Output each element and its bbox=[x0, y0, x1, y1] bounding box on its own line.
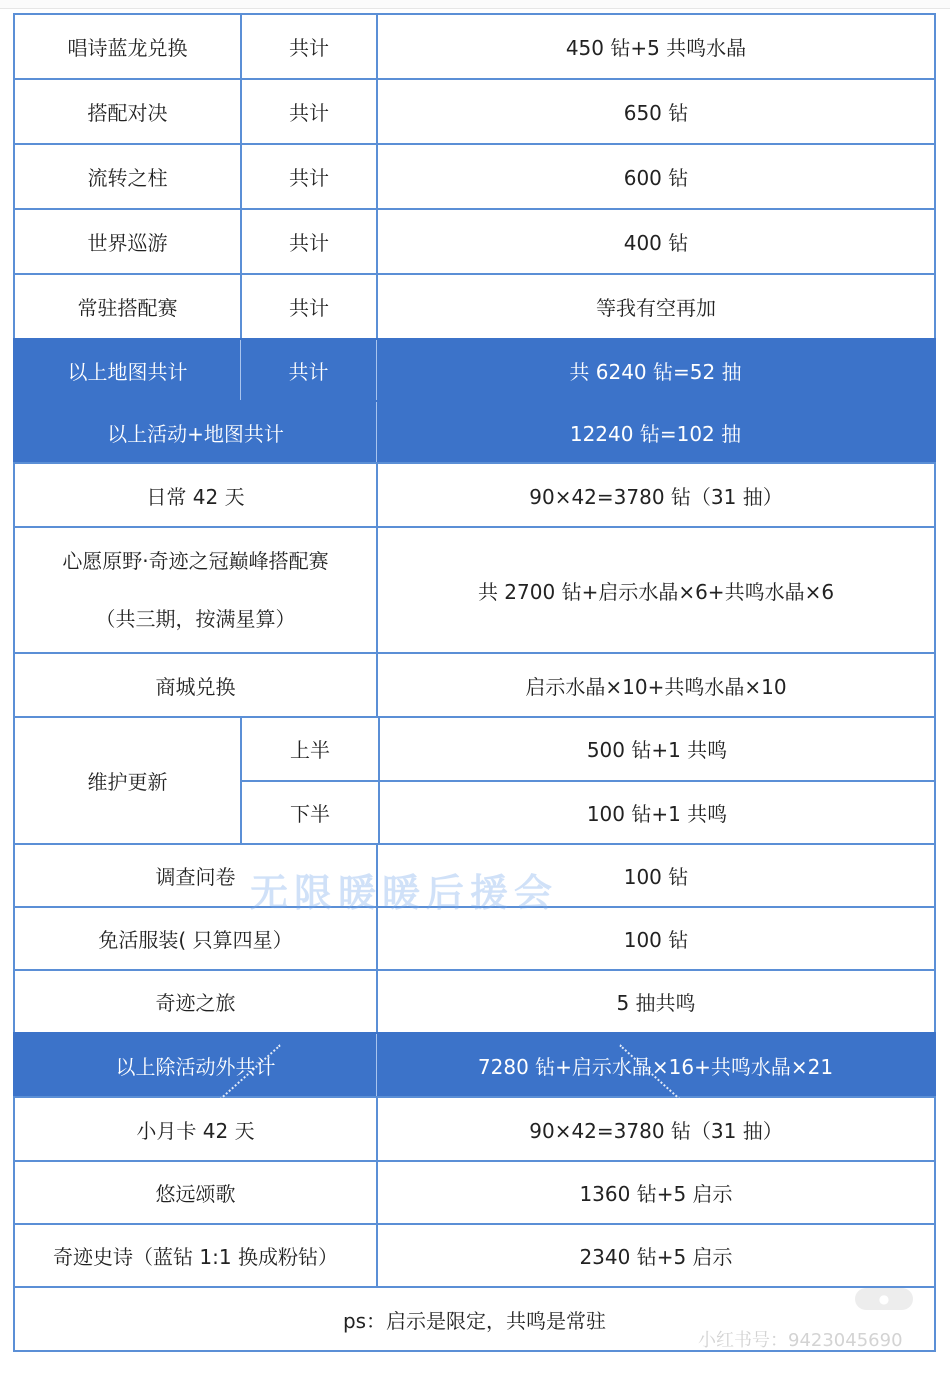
peak-label-line2: （共三期，按满星算） bbox=[95, 607, 296, 631]
watermark-text: 无限暖暖后援会 bbox=[250, 871, 559, 915]
table-row bbox=[13, 1223, 936, 1288]
row-type: 共计 bbox=[240, 80, 376, 143]
survey-label: 调查问卷 bbox=[155, 865, 236, 889]
monthly-value: 90×42=3780 钻（31 抽） bbox=[376, 1098, 934, 1160]
daily-value: 90×42=3780 钻（31 抽） bbox=[376, 464, 934, 526]
row-name: 唱诗蓝龙兑换 bbox=[67, 36, 188, 60]
map-total-type: 共计 bbox=[240, 340, 376, 400]
row-value: 450 钻+5 共鸣水晶 bbox=[376, 15, 934, 78]
row-value: 600 钻 bbox=[376, 145, 934, 208]
table-row bbox=[13, 652, 936, 718]
second-half-value: 100 钻+1 共鸣 bbox=[378, 782, 934, 844]
table-row bbox=[13, 526, 936, 654]
event-map-total-row bbox=[13, 400, 936, 464]
second-half-label: 下半 bbox=[290, 801, 330, 826]
top-edge bbox=[0, 0, 950, 9]
row-type: 共计 bbox=[240, 275, 376, 338]
note-text: ps：启示是限定，共鸣是常驻 bbox=[342, 1308, 607, 1333]
shop-label: 商城兑换 bbox=[155, 674, 236, 699]
resource-table bbox=[13, 15, 936, 1352]
row-name: 流转之柱 bbox=[87, 166, 168, 190]
daily-label: 日常 42 天 bbox=[146, 484, 245, 509]
row-type: 共计 bbox=[240, 145, 376, 208]
maintenance-row bbox=[13, 716, 936, 845]
monthly-label: 小月卡 42 天 bbox=[136, 1118, 255, 1143]
journey-value: 5 抽共鸣 bbox=[376, 971, 934, 1032]
maintenance-label: 维护更新 bbox=[87, 770, 168, 794]
table-row bbox=[13, 273, 936, 340]
row-type: 共计 bbox=[240, 15, 376, 78]
song-label: 悠远颂歌 bbox=[155, 1182, 236, 1206]
row-name: 搭配对决 bbox=[87, 101, 168, 125]
first-half-value: 500 钻+1 共鸣 bbox=[378, 718, 934, 780]
maintenance-subtable bbox=[240, 718, 934, 843]
table-row bbox=[13, 1096, 936, 1162]
shop-value: 启示水晶×10+共鸣水晶×10 bbox=[376, 654, 934, 716]
peak-label bbox=[15, 528, 376, 652]
epic-value: 2340 钻+5 启示 bbox=[376, 1225, 934, 1286]
peak-label-line1: 心愿原野·奇迹之冠巅峰搭配赛 bbox=[62, 549, 329, 573]
row-value: 400 钻 bbox=[376, 210, 934, 273]
event-map-total-value: 12240 钻=102 抽 bbox=[376, 402, 934, 462]
free-outfit-label: 免活服装( 只算四星） bbox=[98, 928, 293, 952]
journey-label: 奇迹之旅 bbox=[155, 991, 236, 1015]
row-type: 共计 bbox=[240, 210, 376, 273]
map-total-label: 以上地图共计 bbox=[67, 359, 188, 384]
non-event-total-label: 以上除活动外共计 bbox=[115, 1054, 276, 1079]
epic-label: 奇迹史诗（蓝钻 1:1 换成粉钻） bbox=[53, 1245, 338, 1269]
survey-value: 100 钻 bbox=[376, 845, 934, 906]
table-row bbox=[13, 208, 936, 275]
free-outfit-value: 100 钻 bbox=[376, 908, 934, 969]
table-row bbox=[13, 462, 936, 528]
non-event-total-value: 7280 钻+启示水晶×16+共鸣水晶×21 bbox=[376, 1034, 934, 1096]
table-row bbox=[13, 78, 936, 145]
map-total-value: 共 6240 钻=52 抽 bbox=[376, 340, 934, 400]
song-value: 1360 钻+5 启示 bbox=[376, 1162, 934, 1223]
platform-logo-icon: ● bbox=[855, 1288, 913, 1310]
row-name: 常驻搭配赛 bbox=[77, 296, 178, 320]
table-row bbox=[13, 143, 936, 210]
non-event-total-row bbox=[13, 1032, 936, 1098]
platform-watermark: 小红书号：9423045690 bbox=[698, 1330, 903, 1351]
map-total-row bbox=[13, 338, 936, 402]
peak-value: 共 2700 钻+启示水晶×6+共鸣水晶×6 bbox=[376, 528, 934, 652]
row-value: 650 钻 bbox=[376, 80, 934, 143]
row-name: 世界巡游 bbox=[87, 231, 168, 255]
table-row bbox=[13, 1160, 936, 1225]
table-row bbox=[13, 13, 936, 80]
table-row bbox=[13, 969, 936, 1034]
event-map-total-label: 以上活动+地图共计 bbox=[107, 421, 284, 446]
row-value: 等我有空再加 bbox=[376, 275, 934, 338]
first-half-label: 上半 bbox=[290, 738, 330, 763]
